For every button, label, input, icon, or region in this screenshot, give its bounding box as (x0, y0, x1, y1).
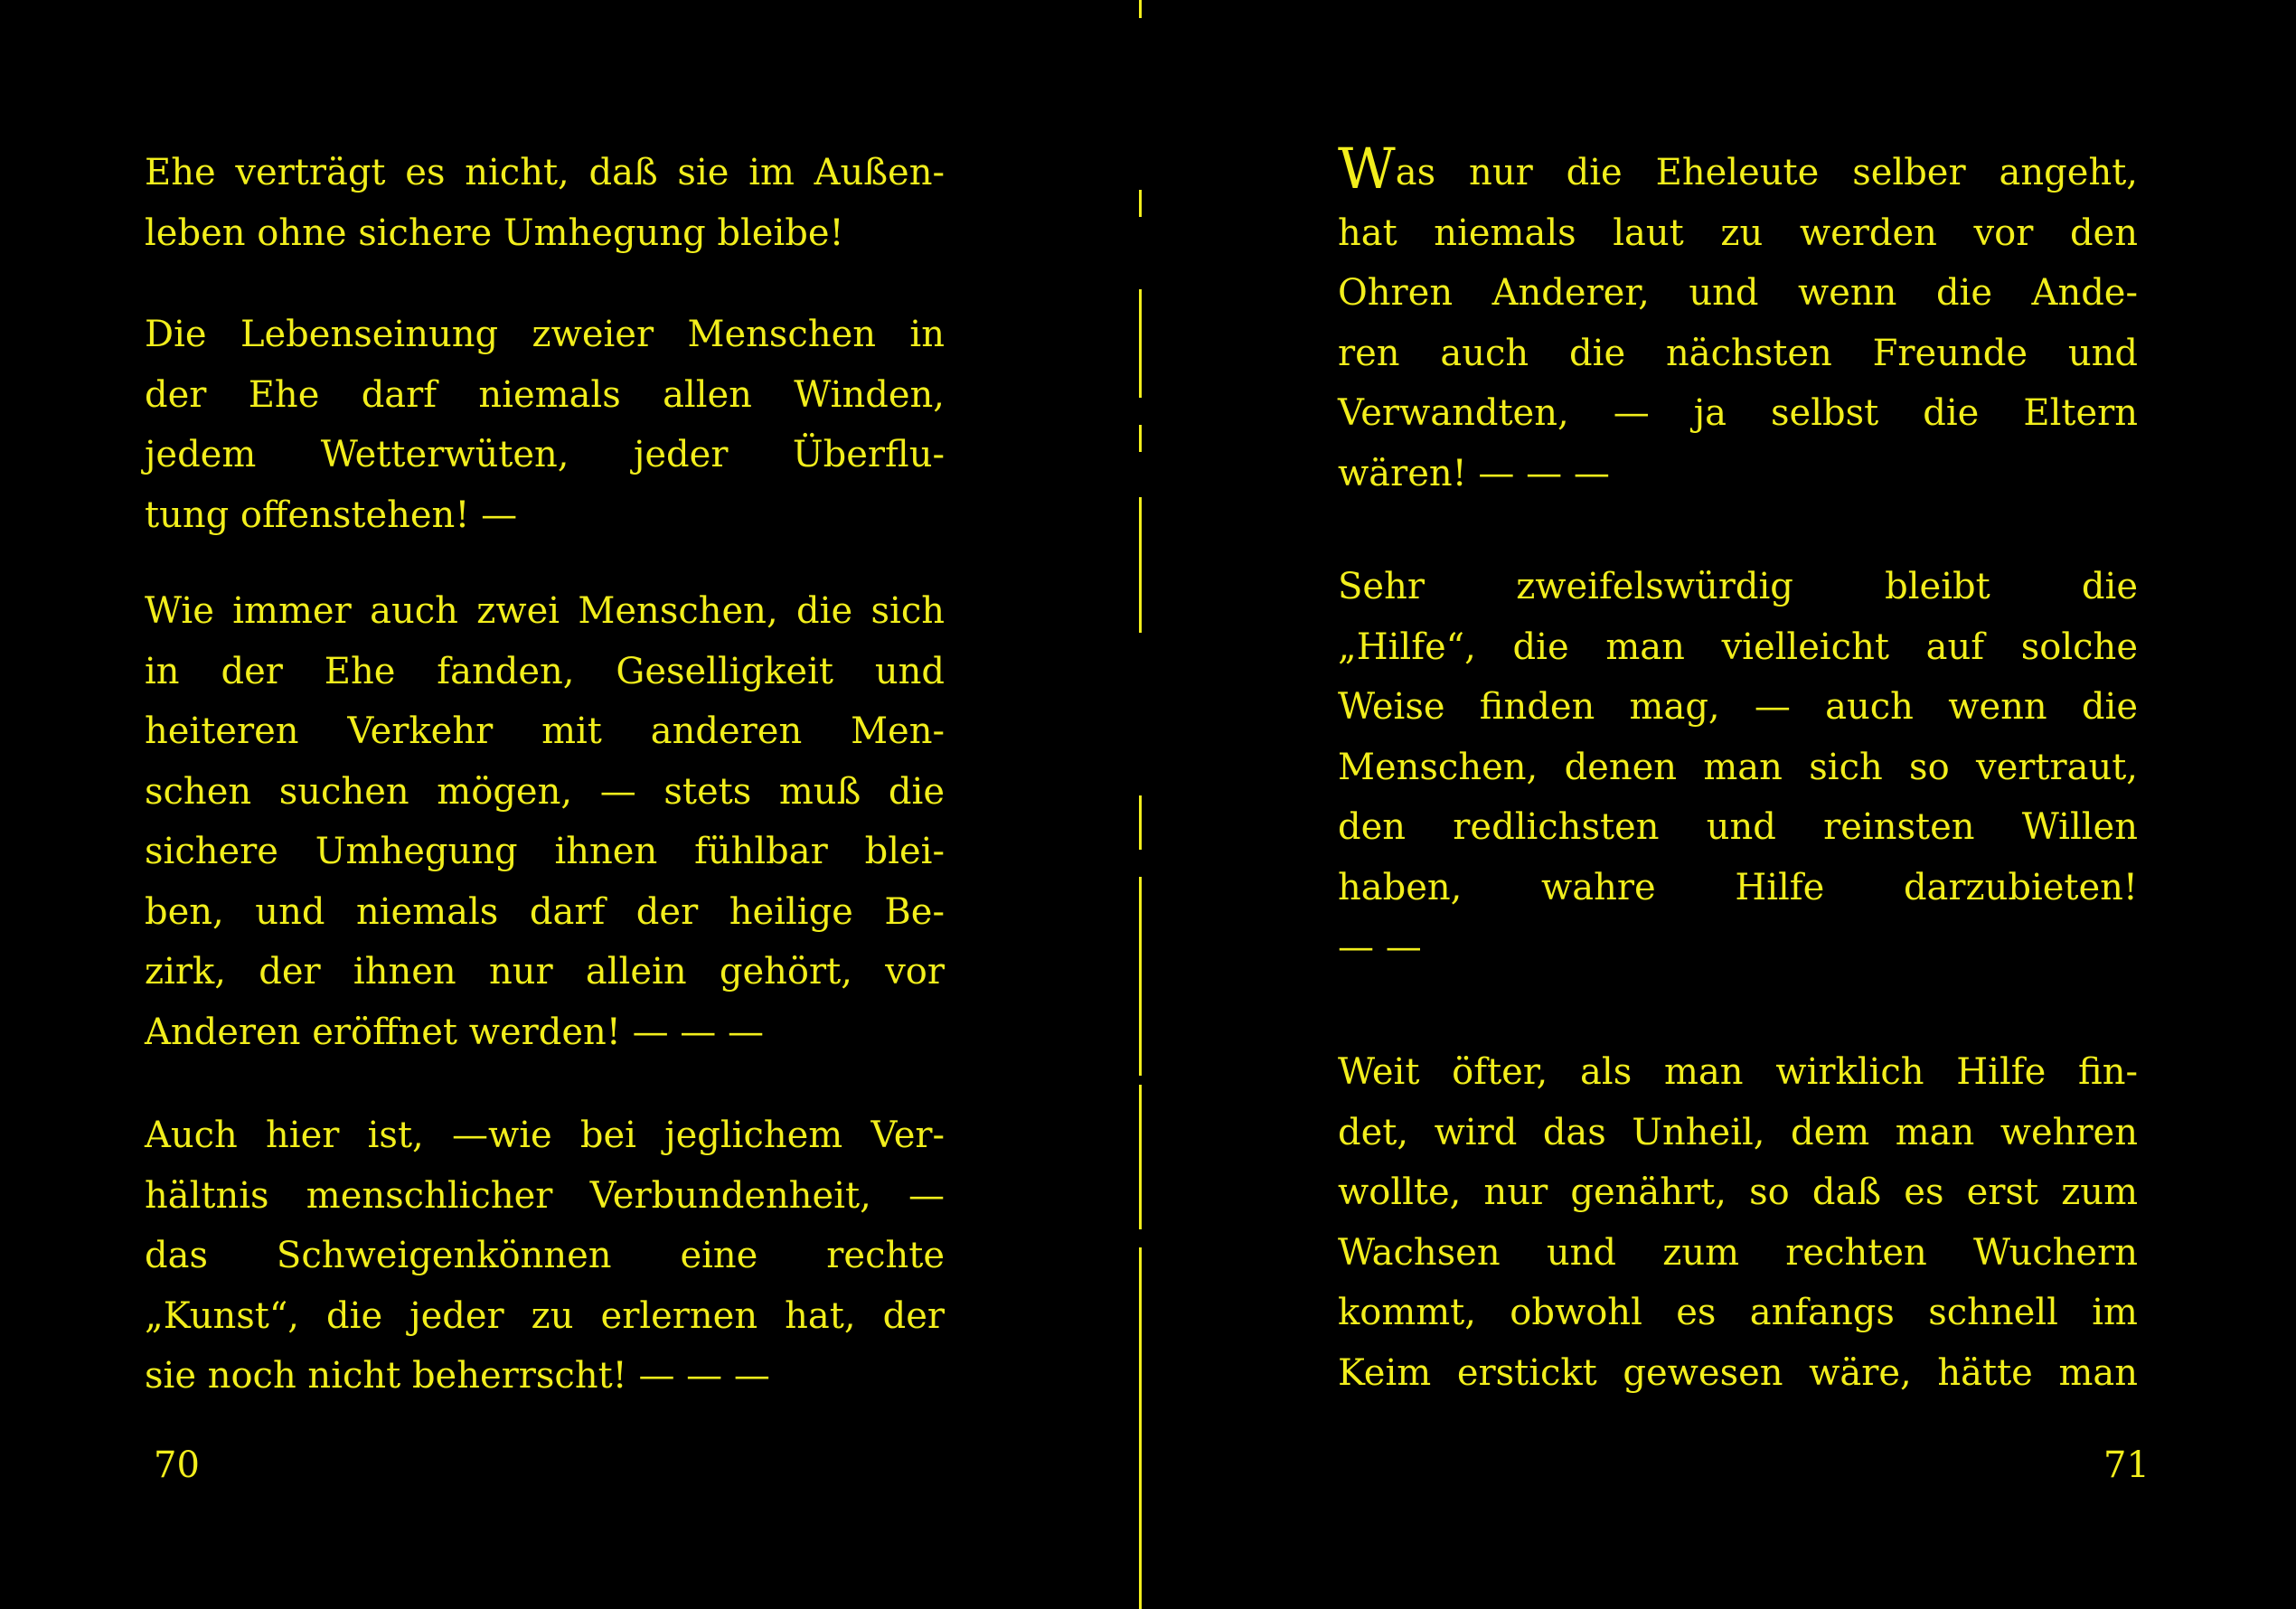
gutter-mark (1139, 0, 1142, 18)
text-line: Ohren Anderer, und wenn die Ande- (1338, 272, 2138, 314)
text-line: Anderen eröffnet werden! — — — (145, 1011, 764, 1053)
text-line: jedem Wetterwüten, jeder Überflu- (145, 434, 945, 475)
text-line: hältnis menschlicher Verbundenheit, — (145, 1174, 945, 1217)
gutter-mark (1139, 190, 1142, 217)
text-line: in der Ehe fanden, Geselligkeit und (145, 650, 945, 692)
text-line: Keim erstickt gewesen wäre, hätte man (1338, 1351, 2138, 1394)
text-line: Wie immer auch zwei Menschen, die sich (145, 590, 945, 632)
left-page (0, 0, 1139, 1609)
text-line: der Ehe darf niemals allen Winden, (145, 373, 945, 416)
text-line: schen suchen mögen, — stets muß die (145, 770, 945, 813)
gutter-mark (1139, 1085, 1142, 1229)
paragraph-3 (145, 581, 945, 1062)
paragraph-1 (145, 143, 945, 263)
text-line: das Schweigenkönnen eine rechte (145, 1235, 945, 1276)
page-number: 71 (2103, 1444, 2150, 1486)
text-line: hat niemals laut zu werden vor den (1338, 212, 2138, 254)
text-line: den redlichsten und reinsten Willen (1338, 806, 2138, 848)
text-line: sie noch nicht beherrscht! — — — (145, 1355, 770, 1397)
gutter-mark (1139, 795, 1142, 850)
text-line: Ehe verträgt es nicht, daß sie im Außen- (145, 152, 945, 193)
paragraph-1 (1338, 136, 2138, 503)
text-line: „Hilfe“, die man vielleicht auf solche (1338, 626, 2138, 668)
text-line: — — (1338, 927, 1422, 968)
right-page (1148, 0, 2287, 1609)
gutter-mark (1139, 1247, 1142, 1609)
text-line: kommt, obwohl es anfangs schnell im (1338, 1292, 2138, 1333)
text-line: Auch hier ist, —wie bei jeglichem Ver- (145, 1115, 945, 1156)
text-line: Weise finden mag, — auch wenn die (1338, 686, 2138, 728)
page-number: 70 (154, 1444, 200, 1486)
text-line: zirk, der ihnen nur allein gehört, vor (145, 951, 945, 993)
text-line: det, wird das Unheil, dem man wehren (1338, 1111, 2138, 1153)
text-line (1338, 136, 2138, 203)
text-line: tung offenstehen! — (145, 494, 518, 536)
gutter-mark (1139, 425, 1142, 452)
text-line: Weit öfter, als man wirklich Hilfe fin- (1338, 1051, 2138, 1093)
drop-cap: W (1338, 136, 1396, 202)
text-line: ren auch die nächsten Freunde und (1338, 332, 2138, 374)
text-line: haben, wahre Hilfe darzubieten! (1338, 866, 2138, 908)
text-line: Die Lebenseinung zweier Menschen in (145, 314, 945, 355)
text-line: wären! — — — (1338, 452, 1610, 494)
gutter-mark (1139, 289, 1142, 398)
paragraph-3 (1338, 1042, 2138, 1403)
paragraph-2 (145, 305, 945, 545)
text-line: Verwandten, — ja selbst die Eltern (1338, 392, 2138, 434)
text-line: ben, und niemals darf der heilige Be- (145, 890, 945, 933)
text-line: Wachsen und zum rechten Wuchern (1338, 1231, 2138, 1274)
text-line-rest: as nur die Eheleute selber angeht, (1395, 152, 2138, 193)
paragraph-2 (1338, 557, 2138, 978)
text-line: leben ohne sichere Umhegung bleibe! (145, 212, 844, 254)
gutter-mark (1139, 497, 1142, 633)
text-line: wollte, nur genährt, so daß es erst zum (1338, 1171, 2138, 1213)
gutter-mark (1139, 877, 1142, 1076)
text-line: Sehr zweifelswürdig bleibt die (1338, 566, 2138, 607)
paragraph-4 (145, 1106, 945, 1407)
text-line: sichere Umhegung ihnen fühlbar blei- (145, 831, 945, 872)
text-line: Menschen, denen man sich so vertraut, (1338, 746, 2138, 788)
text-line: heiteren Verkehr mit anderen Men- (145, 710, 945, 752)
text-line: „Kunst“, die jeder zu erlernen hat, der (145, 1294, 945, 1337)
